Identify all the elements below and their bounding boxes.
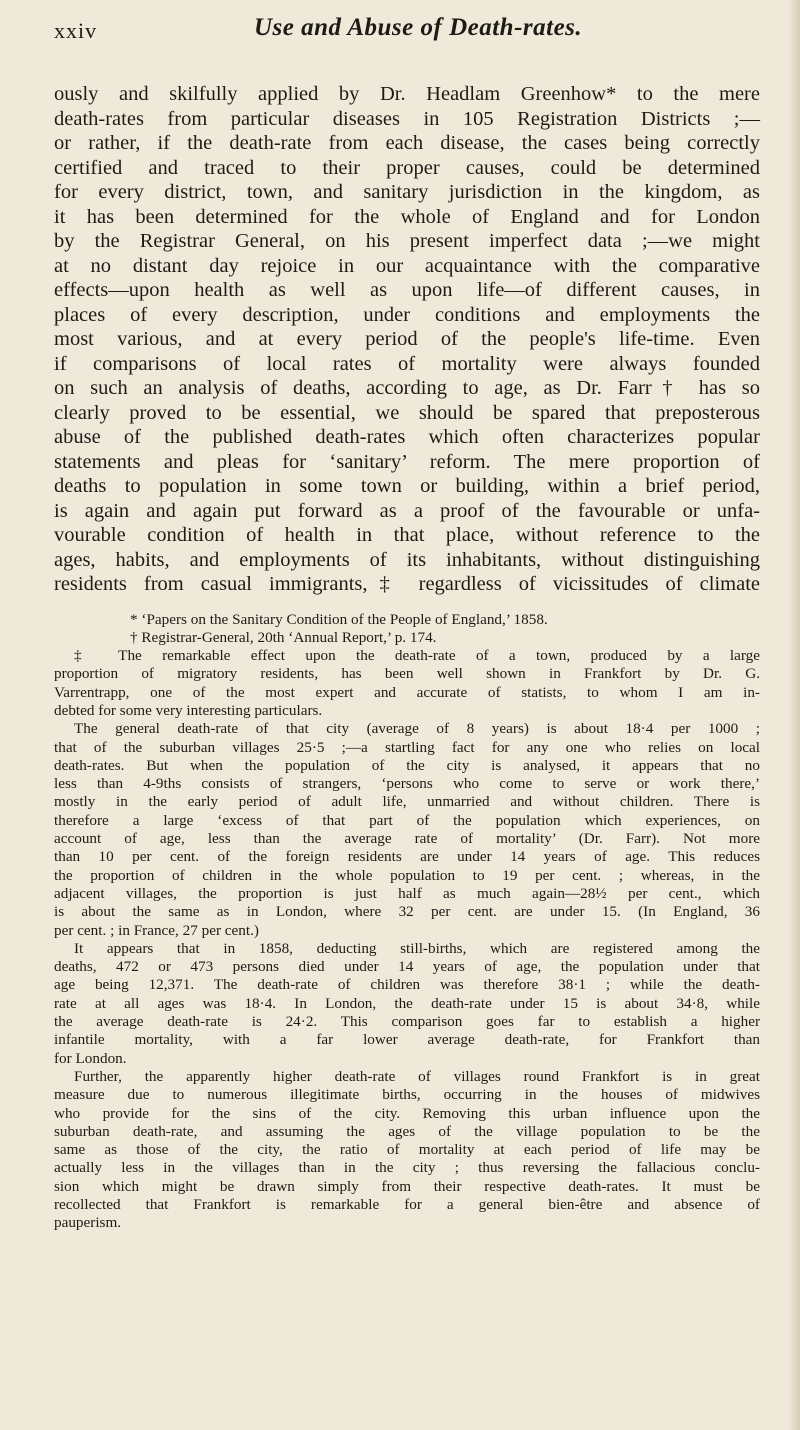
footnote-line: pauperism. (54, 1214, 122, 1232)
footnote-line: deaths, 472 or 473 persons died under 14 years of age, the population under that (54, 958, 760, 976)
body-line: by the Registrar General, on his present imperfect data ;—we might (54, 230, 760, 252)
footnote-frankfort: ‡ The remarkable effect upon the death-rate of a town, produced by a large (74, 647, 760, 665)
footnote-line: than 10 per cent. of the foreign residents are under 14 years of age. This reduces (54, 848, 760, 866)
footnote-line: actually less in the villages than in the city ; thus reversing the fallacious conclu- (54, 1159, 760, 1177)
body-line: death-rates from particular diseases in 105 Registration Districts ;— (54, 107, 760, 130)
page-edge-shading (788, 0, 800, 1430)
footnote-farr-papers: * ‘Papers on the Sanitary Condition of the People of England,’ 1858. (130, 610, 548, 628)
body-line: ously and skilfully applied by Dr. Headlam Greenhow* to the mere (54, 83, 760, 105)
running-title: Use and Abuse of Death-rates. (254, 14, 583, 41)
body-line: statements and pleas for ‘sanitary’ reform. The mere proportion of (54, 450, 760, 473)
body-line: places of every description, under conditions and employments the (54, 303, 760, 326)
footnote-line: adjacent villages, the proportion is just half as much again—28½ per cent., which (54, 884, 760, 902)
footnote-line: proportion of migratory residents, has been well shown in Frankfort by Dr. G. (54, 665, 760, 683)
body-line: vourable condition of health in that place, without reference to the (54, 524, 760, 546)
body-line: certified and traced to their proper causes, could be determined (54, 156, 760, 179)
footnote-line: Further, the apparently higher death-rate of villages round Frankfort is in great (74, 1067, 760, 1085)
footnote-line: that of the suburban villages 25·5 ;—a startling fact for any one who relies on local (54, 738, 760, 756)
footnote-line: recollected that Frankfort is remarkable for a general bien-être and absence of (54, 1196, 760, 1213)
footnote-line: death-rates. But when the population of the city is analysed, it appears that no (54, 756, 760, 774)
footnote-line: same as those of the city, the ratio of mortality at each period of life may be (54, 1141, 760, 1159)
body-line: residents from casual immigrants,‡ regardless of vicissitudes of climate (54, 573, 760, 595)
footnote-line: the proportion of children in the whole population to 19 per cent. ; whereas, in the (54, 866, 760, 884)
running-head (54, 12, 760, 56)
page-number: xxiv (54, 18, 98, 43)
body-line: ages, habits, and employments of its inhabitants, without distinguishing (54, 548, 760, 571)
footnote-line: less than 4-9ths consists of strangers, ‘persons who come to serve or work there,’ (54, 775, 760, 793)
body-line: on such an analysis of deaths, according to age, as Dr. Farr† has so (54, 377, 760, 399)
footnote-line: The general death-rate of that city (average of 8 years) is about 18·4 per 1000 ; (74, 720, 760, 738)
footnote-line: the average death-rate is 24·2. This comparison goes far to establish a higher (54, 1013, 760, 1031)
body-line: if comparisons of local rates of mortality were always founded (54, 352, 760, 375)
body-line: for every district, town, and sanitary jurisdiction in the kingdom, as (54, 181, 760, 203)
footnote-line: mostly in the early period of adult life, unmarried and without children. There is (54, 793, 760, 811)
body-line: clearly proved to be essential, we should be spared that preposterous (54, 401, 760, 424)
footnote-line: age being 12,371. The death-rate of children was therefore 38·1 ; while the death- (54, 976, 760, 994)
footnote-registrar-report: † Registrar-General, 20th ‘Annual Report,’ p. 174. (130, 628, 437, 646)
footnote-line: account of age, less than the average rate of mortality’ (Dr. Farr). Not more (54, 830, 760, 848)
body-line: effects—upon health as well as upon life—of different causes, in (54, 279, 760, 301)
footnote-line: measure due to numerous illegitimate births, occurring in the houses of midwives (54, 1086, 760, 1104)
footnote-line: Varrentrapp, one of the most expert and accurate of statists, to whom I am in- (54, 683, 760, 701)
body-line: abuse of the published death-rates which often characterizes popular (54, 426, 760, 448)
footnote-line: rate at all ages was 18·4. In London, the death-rate under 15 is about 34·8, while (54, 994, 760, 1012)
body-line: most various, and at every period of the people's life-time. Even (54, 328, 760, 350)
body-line: it has been determined for the whole of England and for London (54, 205, 760, 228)
body-line: or rather, if the death-rate from each disease, the cases being correctly (54, 132, 760, 154)
footnote-line: It appears that in 1858, deducting still-births, which are registered among the (74, 939, 760, 957)
body-line: deaths to population in some town or building, within a brief period, (54, 475, 760, 497)
footnote-line: debted for some very interesting particulars. (54, 701, 323, 719)
footnotes (54, 611, 760, 1233)
footnote-line: is about the same as in London, where 32 per cent. are under 15. (In England, 36 (54, 903, 760, 921)
footnote-line: for London. (54, 1049, 127, 1067)
body-line: is again and again put forward as a proof of the favourable or unfa- (54, 499, 760, 522)
footnote-line: sion which might be drawn simply from their respective death-rates. It must be (54, 1177, 760, 1195)
footnote-line: who provide for the sins of the city. Removing this urban influence upon the (54, 1104, 760, 1122)
footnote-line: infantile mortality, with a far lower average death-rate, for Frankfort than (54, 1031, 760, 1049)
footnote-line: per cent. ; in France, 27 per cent.) (54, 921, 259, 939)
body-text (54, 82, 760, 597)
body-line: at no distant day rejoice in our acquaintance with the comparative (54, 254, 760, 277)
footnote-line: therefore a large ‘excess of that part of the population which experiences, on (54, 811, 760, 829)
footnote-line: suburban death-rate, and assuming the ages of the village population to be the (54, 1122, 760, 1140)
